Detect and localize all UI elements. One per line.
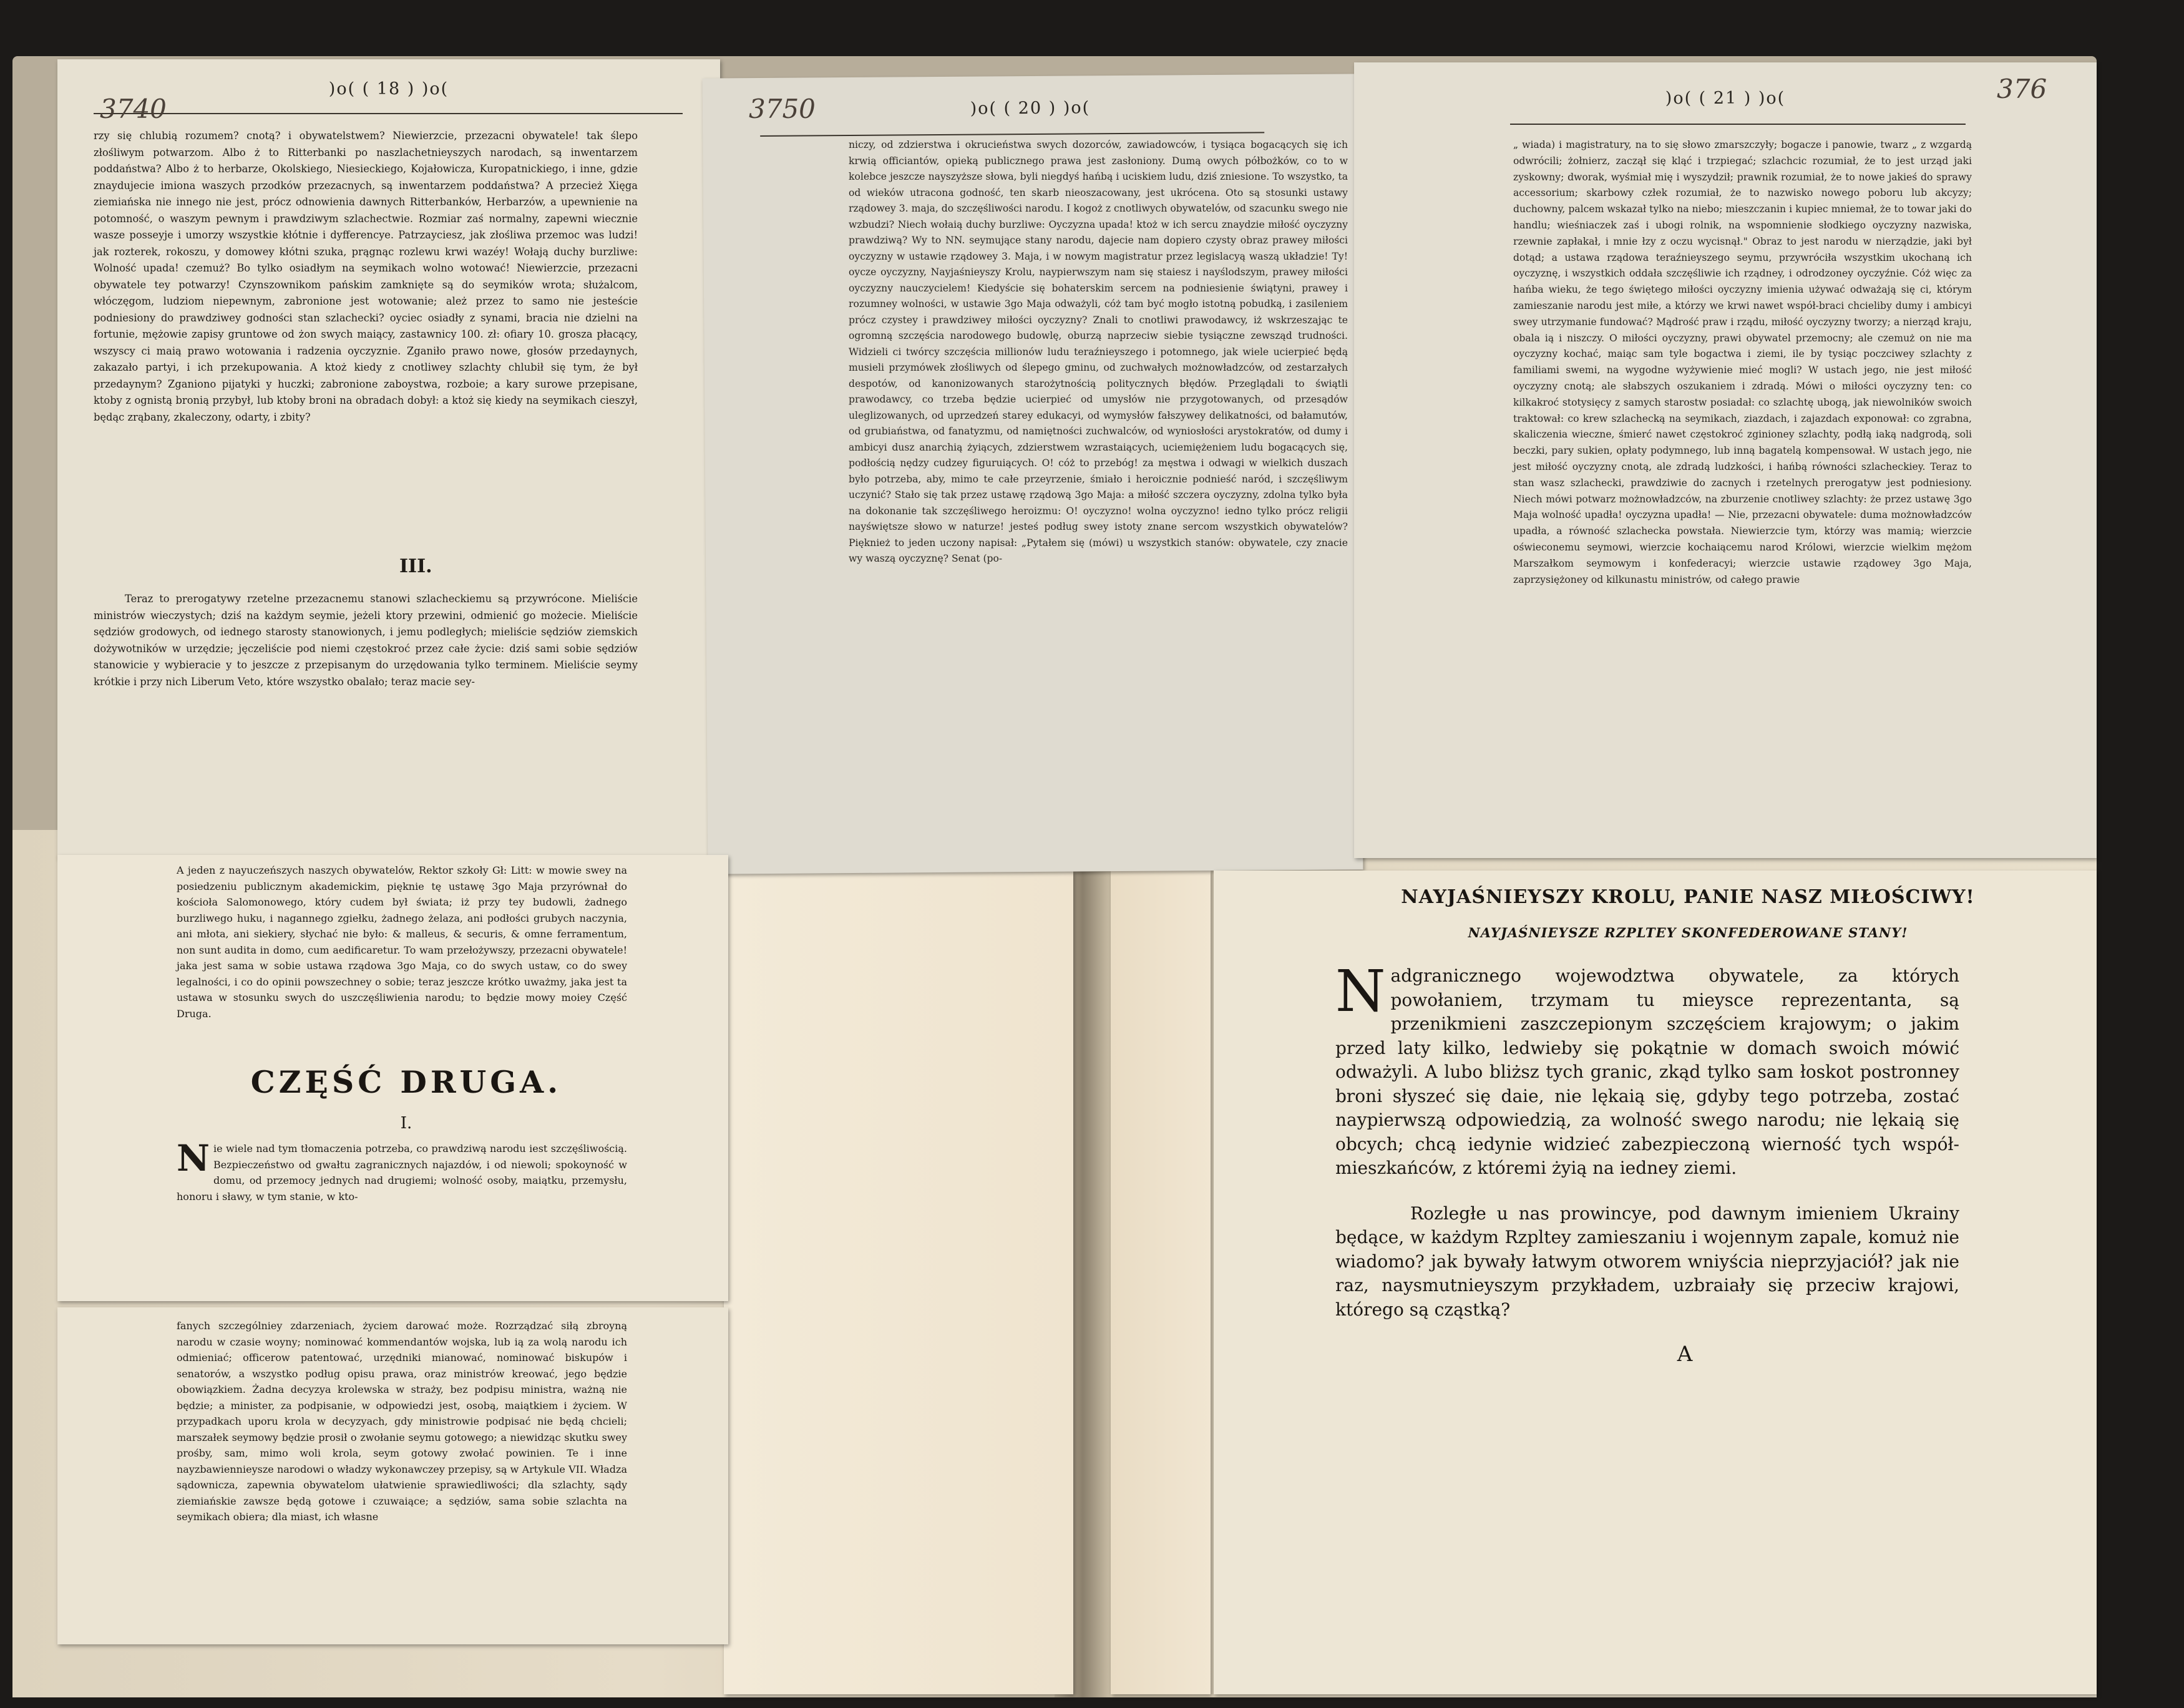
proclamation-title: NAYJAŚNIEYSZY KROLU, PANIE NASZ MIŁOŚCIWY! [1401,886,1975,908]
paragraph: Rozległe u nas prowincye, pod dawnym imieniem Ukrainy będące, w każdym Rzpltey zamieszaniu i wojennym zapale, komuż nie wiadomo? jak bywały łatwym otworem wniyścia nieprzyjaciół? jak nie raz, naysmutnieyszym przykładem, uzbraiały się przeciw krajowi, którego są cząstką? [1335,1203,1959,1320]
clipping-lower-body [177,1318,627,1525]
paragraph: rzy się chlubią rozumem? cnotą? i obywatelstwem? Niewierzcie, przezacni obywatele! tak ślepo złośliwym potwarzom. Albo ż to Ritterbanki po naszlachetnieyszych narodach, są inwentarzem poddaństwa? Albo ż to herbarze, Okolskiego, Niesieckiego, Kojałowicza, Kuropatnickiego, i inne, gdzie znaydujecie imiona waszych przodków przezacnych, są inwentarzem poddaństwa? A przecież Xięga ziemiańska nie innego nie jest, prócz odnowienia dawnych Ritterbanków, Herbarzów, a upewnienie na potomność, o waszym pewnym i prawdziwym szlachectwie. Rozmiar zaś normalny, zapewni wiecznie wasze posseyje i umorzy wszystkie kłótnie i dyfferencye. Patrzayciesz, jak złośliwa przemoc was ludzi! jak rozterek, rokoszu, y domowey kłótni szuka, prągnąc rozlewu krwi wazéy! Wołają duchy burzliwe: Wolność upada! czemuż? Bo tylko osiadłym na seymikach wolno wotować! Niewierzcie, przezacni obywatele tey potwarzy! Czynszownikom pańskim zamknięte są do seymików wrota; służalcom, włóczęgom, ludziom niepewnym, zabronione jest wotowanie; ależ przez to samo nie jesteście podniesiony do prawdziwey godności stan szlachecki? oyciec osiadły z synami, bracia nie dzielni na fortunie, mężowie zapisy gruntowe od żon swych maiący, zastawnicy 100. zł: ofiary 10. grosza płacący, wszyscy ci maią prawo wotowania i radzenia oyczyznie. Zganiło prawo nowe, głosów przedaynych, zakazało partyi, i ich przekupowania. A ktoż kiedy z cnotliwey szlachty chlubił się tym, że był przedaynym? Zganiono pijatyki y huczki; zabronione zaboystwa, rozboie; a kary surowe przepisane, ktoby z ognistą bronią przybył, lub ktoby broni na obradach dobył: a ktoż się kiedy na seymikach cieszył, będąc zrąbany, zkaleczony, odarty, i zbity? [94,130,638,423]
clipping-middle-body-continued [177,1137,627,1204]
shelf-mark: 3750 [749,94,816,124]
paragraph: fanych szczególniey zdarzeniach, życiem darować może. Rozrządzać siłą zbroyną narodu w czasie woyny; nominować kommendantów wojska, lub ią za wolą narodu ich odmieniać; officerow patentować, urzędniki mianować, nominować biskupów i senatorów, a wszystko podług opisu prawa, oraz ministrów kreować, jego będzie obowiązkiem. Żadna decyzya krolewska w straży, bez podpisu ministra, ważną nie będzie; a minister, za podpisanie, w odpowiedzi jest, osobą, maiątkiem i życiem. W przypadkach uporu krola w decyzyach, gdy ministrowie podpisać nie będą chcieli; marszałek seymowy będzie prosił o zwołanie seymu gotowego; a niewidząc skutku swey prośby, sam, mimo woli krola, seym gotowy zwołać powinien. Te i inne nayzbawiennieysze narodowi o władzy wykonawczey przepisy, są w Artykule VII. Władza sądownicza, zapewnia obywatelom ułatwienie sprawiedliwości; dla szlachty, sądy ziemiańskie zawsze będą gotowe i czuwaiące; a sędziów, sama sobie szlachta na seymikach obiera; dla miast, ich własne [177,1320,627,1523]
page-18-body-continued [94,591,638,690]
drop-initial: N [177,1137,210,1179]
page-21-body [1513,137,1972,588]
shelf-mark: 3740 [100,94,167,124]
header-rule [1510,124,1966,125]
shelf-mark: 376 [1997,74,2047,104]
paragraph: Teraz to prerogatywy rzetelne przezacnemu stanowi szlacheckiemu są przywrócone. Mieliście ministrów wieczystych; dziś na każdym seymie, jeżeli ktory przewini, odmienić go możecie. Mieliście sędziów grodowych, od iednego starosty stanowionych, i jemu podległych; mieliście sędziów ziemskich dożywotników w urzędzie; jęczeliście pod niemi częstokroć przez całe życie: dziś sami sobie sędziów stanowicie y wybieracie y to jeszcze z przepisanym do urzędowania tylko terminem. Mieliście seymy krótkie i przy nich Liberum Veto, które wszystko obalało; teraz macie sey- [94,593,638,688]
header-rule [760,132,1264,137]
page-number-value: 18 [376,79,401,99]
paragraph [1335,958,1959,1181]
page-20-body [849,137,1348,567]
page-number-value: 21 [1713,89,1738,108]
part-title: CZĘŚĆ DRUGA. [250,1064,562,1100]
page-number-value: 20 [1018,98,1043,119]
blank-leaf-left [724,871,1073,1694]
proclamation-subtitle: NAYJAŚNIEYSZE RZPLTEY SKONFEDEROWANE STANY! [1468,925,1908,940]
page-18-body [94,128,638,426]
drop-initial: N [1335,958,1386,1025]
paragraph [177,1137,627,1204]
paragraph-text: ie wiele nad tym tłomaczenia potrzeba, co prawdziwą narodu iest szczęśliwością. Bezpieczeństwo od gwałtu zagranicznych najazdów, i od niewoli; spokoyność w domu, od przemocy jednych nad drugiemi; wolność osoby, maiątku, przemysłu, honoru i sławy, w tym stanie, w kto- [177,1143,627,1203]
page-number: )o( ( 18 ) )o( [328,79,449,99]
page-number: )o( ( 21 ) )o( [1665,89,1786,108]
proclamation-body [1335,958,1959,1322]
section-heading: I. [400,1114,412,1133]
signature-mark: A [1677,1342,1693,1367]
header-rule [94,113,683,114]
clipping-middle-body [177,862,627,1022]
page-number: )o( ( 20 ) )o( [970,98,1091,119]
section-heading: III. [399,555,432,577]
paragraph-text: adgranicznego wojewodztwa obywatele, za których powołaniem, trzymam tu mieysce reprezentanta, są przenikmieni zaszczepionym szczęściem krajowym; o jakim przed laty kilko, ledwieby się pokątnie w domach swoich mówić odważyli. A lubo bliższ tych granic, zkąd tylko sam łoskot postronney broni słyszeć się daie, nie lękaią się, gdyby tego potrzeba, zostać naypierwszą odpowiedzią, za wolność swego narodu; nie lękaią się obcych; chcą iedynie widzieć zabezpieczoną wierność tych współ-mieszkańców, z któremi żyią na iedney ziemi. [1335,965,1959,1178]
paragraph: „ wiada) i magistratury, na to się słowo zmarszczyły; bogacze i panowie, twarz „ z wzgardą odwrócili; żołnierz, zaczął się kląć i trzpiegać; szlachcic rozumiał, że to jest urząd jaki zyskowny; dworak, wyśmiał mię i wyszydził; prawnik rozumiał, że to nowe jakieś do sprawy accessorium; skarbowy człek rozumiał, że to nazwisko nowego poboru lub akcyzy; duchowny, palcem wskazał tylko na niebo; mieszczanin i kupiec mniemał, że to towar jaki do handlu; wieśniaczek zaś i ubogi rolnik, na wspomnienie słodkiego oyczyzny nazwiska, rzewnie zapłakał, i mnie łzy z oczu wycisnął." Obraz to jest narodu w nierządzie, jaki był dotąd; a ustawa rządowa teraźnieyszego seymu, przywróciła wszystkim ukochaną ich oyczyznę, i wszystkich oddała szczęśliwie ich rządney, i odrodzoney oyczyźnie. Cóż więc za hańba wieku, że tego świętego miłości oyczyzny imienia używać odważają się ci, którym zamieszanie narodu jest miłe, a którzy we krwi nawet współ-braci chcieliby dumy i ambicyi swey utrzymanie fundować? Mądrość praw i rządu, miłość oyczyzny tworzy; a nierząd kraju, obala ią i niszczy. O miłości oyczyzny, prawi obywatel przemocny; ale czemuż on nie ma oyczyzny kochać, maiąc sam tyle bogactwa i ziemi, ile by tysiąc poczciwey szlachty z familiami swemi, na wygodne wyżywienie mieć mogli? W ustach jego, nie jest miłość oyczyzny cnotą; ale słabszych oszukaniem i zdradą. Mówi o miłości oyczyzny ten: co kilkakroć stotysięcy z samych starostw posiadał: co szlachtę ubogą, jak niewolników swoich traktował: co krew szlachecką na seymikach, ziazdach, i zajazdach exponował: co zgrabna, skaliczenia wieczne, śmierć nawet częstokroć zginioney szlachty, podłą iaką nadgrodą, soli beczki, pary sukien, opłaty podymnego, lub inną bagatelą kompensował. W ustach jego, nie jest miłość oyczyzny cnotą, ale zdradą ludzkości, i hańbą równości szlacheckiey. Teraz to stan wasz szlachecki, prawdziwie do zacnych i rzetelnych prerogatyw jest podniesiony. Niech mówi potwarz możnowładzców, na zburzenie cnotliwey szlachty: że przez ustawę 3go Maja wolność upadła! oyczyzna upadła! — Nie, przezacni obywatele: duma możnowładzców upadła, a równość szlachecka powstała. Niewierzcie tym, którzy was mamią; wierzcie oświeconemu seymowi, wierzcie kochaiącemu narod Królowi, wierzcie wielkim mężom Marszałkom seymowym i konfederacyi; wierzcie ustawie rządowey 3go Maja, zaprzysiężoney od kilkunastu ministrów, od całego prawie [1513,139,1972,585]
paragraph: niczy, od zdzierstwa i okrucieństwa swych dozorców, zawiadowców, i tysiąca bogacących się ich krwią officiantów, opieką publicznego prawa jest zasłoniony. Dumą owych półbożków, co to w kolebce jeszcze nayszyższe słowa, byli niegdyś hańbą i uciskiem ludu, dziś zniesione. To wszystko, ta od wieków utracona godność, ten skarb nieoszacowany, jest ukrócena. Oto są stosunki ustawy rządowey 3. maja, do szczęśliwości narodu. I kogoż z cnotliwych obywatelów, od szacunku swego nie wzbudzi? Niech wołaią duchy burzliwe: Oyczyzna upada! ktoż w ich sercu znaydzie miłość oyczyzny prawdziwą? Wy to NN. seymujące stany narodu, dajecie nam dopiero czysty obraz prawey miłości oyczyzny w ustawie rządowey 3. Maja, i w nowym magistratur przez legislacyą waszą układzie! Ty! oycze oyczyzny, Nayjaśnieyszy Krolu, naypierwszym nam się staiesz i nayślodszym, prawey miłości oyczyzny nauczycielem! Kiedyście się bohaterskim sercem na podniesienie świątyni, prawey i rozumney wolności, w ustawie 3go Maja odważyli, cóż tam być mogło istotną pobudką, i zasileniem prócz czystey i prawdziwey miłości oyczyzny? Znali to cnotliwi prawodawcy, iż wskrzeszając te ogromną szczęścia narodowego budowlę, oburzą naprzeciw siebie tysiączne zewsząd trudności. Widzieli ci twórcy szczęścia millionów ludu teraźnieyszego i potomnego, jak wiele ucierpieć będą musieli przymówek złośliwych od ślepego gminu, od zuchwałych możnowładzców, od zestarzałych despotów, od kanonizowanych starożytnością politycznych błędów. Przeglądali to świątli prawodawcy, co trzeba będzie ucierpieć od umysłów nie przygotowanych, od przesądów uleglizowanych, od uprzedzeń starey edukacyi, od wymysłów fałszywey delikatności, od bałamutów, od grubiaństwa, od fanatyzmu, od namiętności zuchwalców, od wyniosłości arystokratów, od dumy i ambicyi dusz anarchią żyiących, zdzierstwem wzrastaiących, uciemiężeniem ludu bogacących się, podłością nędzy cudzey figuruiących. O! cóż to przebóg! za męstwa i odwagi w wielkich duszach było potrzeba, aby, mimo te całe przeyrzenie, śmiało i heroicznie podnieść naród, i szczęśliwym uczynić? Stało się tak przez ustawę rządową 3go Maja: a miłość szczera oyczyzny, zdolna tylko była na dokonanie tak szczęśliwego heroizmu: O! oyczyzno! wolna oyczyzno! iedno tylko prócz religii nayświętsze słowo w naturze! jesteś podług swey istoty znane sercom wszystkich obywatelów? Pięknież to jeden uczony napisał: „Pytałem się (mówi) u wszystkich stanów: obywatele, czy znacie wy waszą oyczyznę? Senat (po- [849,139,1348,564]
blank-leaf-mid [1111,871,1211,1694]
paragraph: A jeden z nayuczeńszych naszych obywatelów, Rektor szkoły Gł: Litt: w mowie swey na posiedzeniu publicznym akademickim, pięknie tę ustawę 3go Maja przyrównał do kościoła Salomonowego, który cudem był świata; iż przy tey budowli, żadnego burzliwego huku, i nagannego zgiełku, żadnego żelaza, ani podłości grubych naczynia, ani młota, ani siekiery, słychać nie było: & malleus, & securis, & omne ferramentum, non sunt audita in domo, cum aedificaretur. To wam przełożywszy, przezacni obywatele! jaka jest sama w sobie ustawa rządowa 3go Maja, co do swych ustaw, co do swey legalności, i co do opinii powszechney o sobie; teraz jeszcze krótko uważmy, jaka jest ta ustawa w stosunku swych do uszczęśliwienia narodu; to będzie mowy moiey Część Druga. [177,864,627,1020]
